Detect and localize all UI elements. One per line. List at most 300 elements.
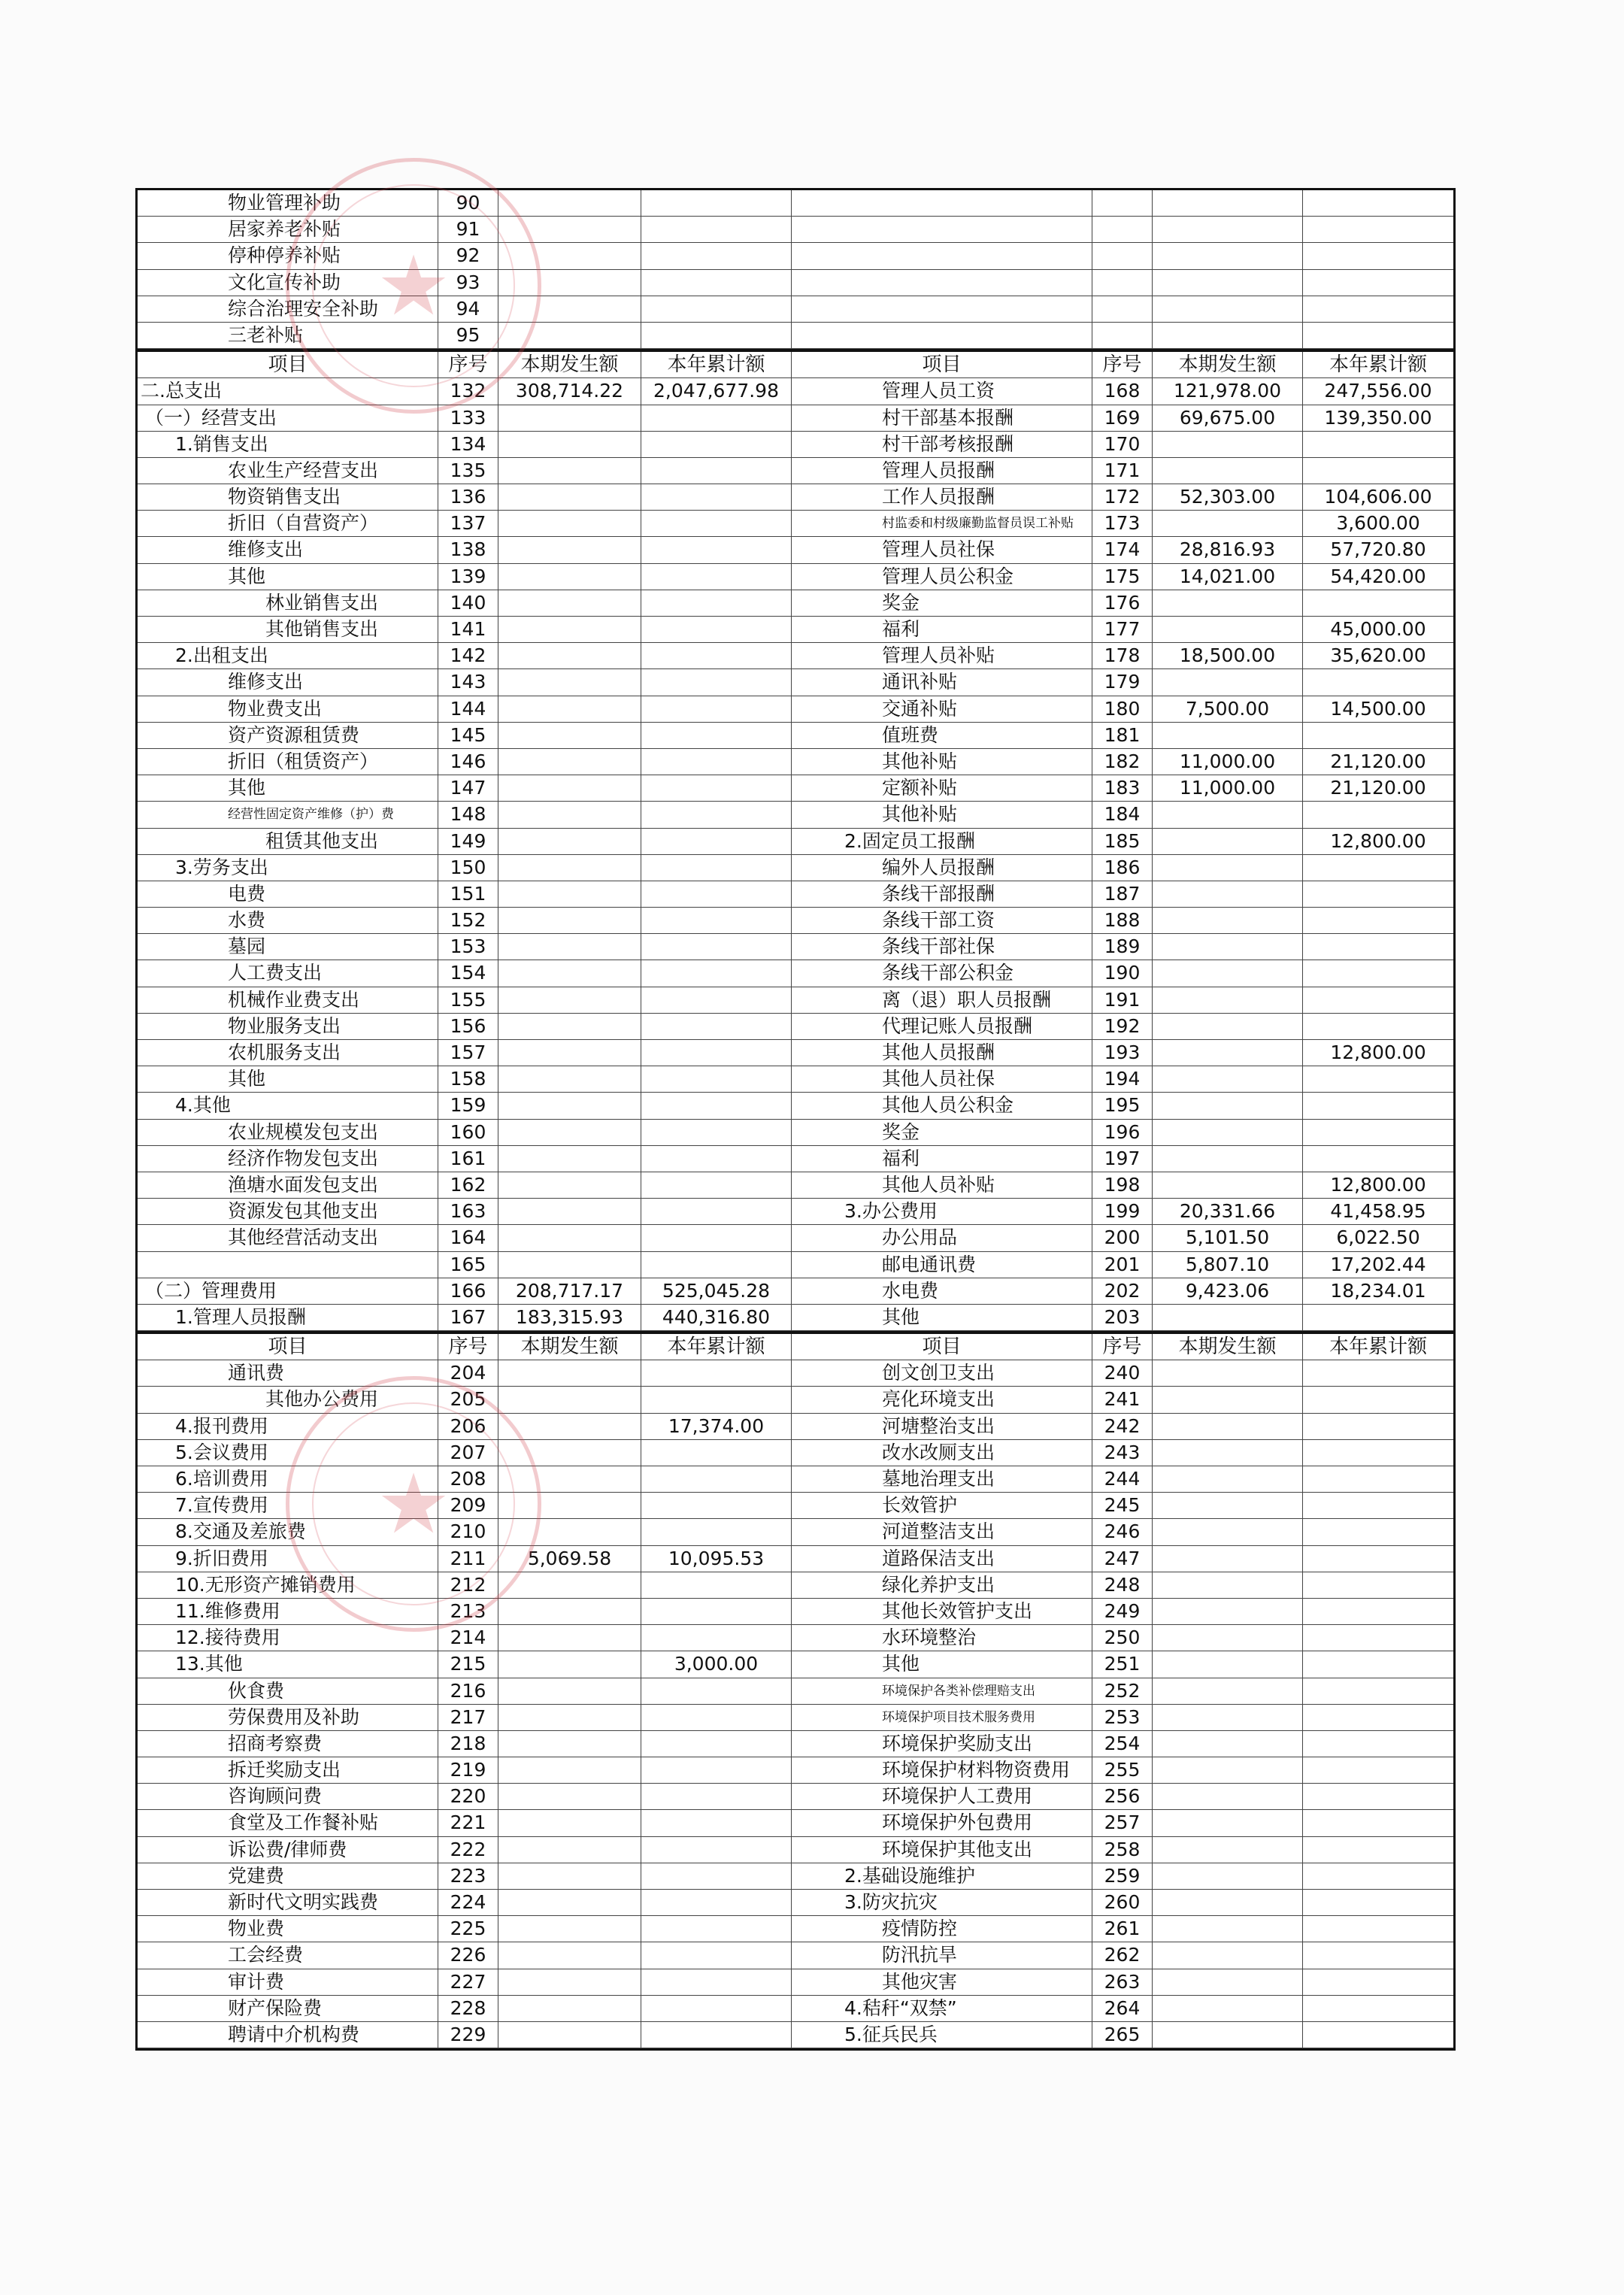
current-amount: 9,423.06	[1153, 1278, 1303, 1305]
item-label: 其他人员报酬	[792, 1040, 1092, 1066]
item-label: 工作人员报酬	[792, 484, 1092, 511]
ytd-amount	[641, 696, 792, 723]
seq-no: 250	[1092, 1625, 1153, 1651]
seq-no: 184	[1092, 802, 1153, 828]
table-row	[138, 458, 1453, 484]
current-amount	[498, 960, 641, 987]
ytd-amount	[641, 190, 792, 217]
table-row	[138, 1120, 1453, 1146]
seq-no: 204	[438, 1360, 498, 1387]
seq-no: 246	[1092, 1519, 1153, 1545]
seq-no: 176	[1092, 590, 1153, 617]
table-row	[138, 1890, 1453, 1916]
seq-no: 157	[438, 1040, 498, 1066]
ytd-amount	[641, 987, 792, 1014]
ytd-amount	[641, 296, 792, 323]
item-label	[792, 270, 1092, 296]
table-row	[138, 1360, 1453, 1387]
ytd-amount	[1303, 1996, 1453, 2022]
current-amount	[1153, 1066, 1303, 1093]
item-label: 7.宣传费用	[138, 1493, 438, 1519]
table-row	[138, 243, 1453, 269]
current-amount	[1153, 1093, 1303, 1119]
ytd-amount	[1303, 1546, 1453, 1572]
ytd-amount	[1303, 1784, 1453, 1810]
ytd-amount	[641, 775, 792, 802]
ytd-amount	[641, 1996, 792, 2022]
ytd-amount	[1303, 1093, 1453, 1119]
seq-no: 144	[438, 696, 498, 723]
current-amount	[498, 1572, 641, 1599]
ytd-amount	[641, 1493, 792, 1519]
table-row	[138, 1305, 1453, 1331]
item-label: 防汛抗旱	[792, 1942, 1092, 1969]
ytd-amount	[641, 934, 792, 960]
current-amount: 69,675.00	[1153, 405, 1303, 432]
financial-statement-table	[135, 188, 1456, 2051]
table-row	[138, 537, 1453, 563]
ytd-amount	[641, 243, 792, 269]
item-label: 综合治理安全补助	[138, 296, 438, 323]
item-label: 9.折旧费用	[138, 1546, 438, 1572]
item-label: 其他	[792, 1651, 1092, 1678]
ytd-amount	[641, 1519, 792, 1545]
ytd-amount	[641, 1969, 792, 1996]
current-amount	[498, 323, 641, 349]
seq-no: 146	[438, 749, 498, 775]
ytd-amount	[641, 1731, 792, 1757]
current-amount	[498, 1093, 641, 1119]
item-label: 环境保护奖励支出	[792, 1731, 1092, 1757]
ytd-amount	[641, 1146, 792, 1172]
item-label: 经营性固定资产维修（护）费	[138, 802, 438, 828]
column-header: 序号	[1092, 1334, 1153, 1360]
item-label: 4.其他	[138, 1093, 438, 1119]
seq-no: 162	[438, 1172, 498, 1199]
table-row	[138, 1863, 1453, 1890]
current-amount	[498, 881, 641, 908]
ytd-amount	[1303, 1757, 1453, 1784]
item-label: 其他补贴	[792, 802, 1092, 828]
item-label: 6.培训费用	[138, 1466, 438, 1493]
seq-no: 226	[438, 1942, 498, 1969]
seq-no: 186	[1092, 855, 1153, 881]
item-label: 其他人员补贴	[792, 1172, 1092, 1199]
current-amount	[1153, 1942, 1303, 1969]
current-amount	[1153, 1572, 1303, 1599]
current-amount	[498, 855, 641, 881]
ytd-amount	[1303, 1466, 1453, 1493]
item-label: 其他经营活动支出	[138, 1225, 438, 1251]
ytd-amount	[641, 829, 792, 855]
seq-no: 161	[438, 1146, 498, 1172]
item-label: 奖金	[792, 590, 1092, 617]
current-amount: 18,500.00	[1153, 643, 1303, 669]
current-amount	[498, 1863, 641, 1890]
seq-no: 200	[1092, 1225, 1153, 1251]
item-label: 5.会议费用	[138, 1440, 438, 1466]
item-label: 离（退）职人员报酬	[792, 987, 1092, 1014]
item-label: 其他人员社保	[792, 1066, 1092, 1093]
item-label: 4.报刊费用	[138, 1414, 438, 1440]
seq-no: 165	[438, 1252, 498, 1278]
item-label: 维修支出	[138, 537, 438, 563]
ytd-amount	[641, 1387, 792, 1413]
table-row	[138, 190, 1453, 217]
seq-no: 199	[1092, 1199, 1153, 1225]
ytd-amount: 57,720.80	[1303, 537, 1453, 563]
current-amount	[498, 1810, 641, 1836]
seq-no: 141	[438, 617, 498, 643]
item-label: 其他	[138, 1066, 438, 1093]
current-amount: 5,101.50	[1153, 1225, 1303, 1251]
current-amount	[1153, 1969, 1303, 1996]
item-label: 渔塘水面发包支出	[138, 1172, 438, 1199]
seq-no: 210	[438, 1519, 498, 1545]
table-row	[138, 1810, 1453, 1836]
item-label: 12.接待费用	[138, 1625, 438, 1651]
ytd-amount	[1303, 855, 1453, 881]
ytd-amount	[1303, 243, 1453, 269]
current-amount	[498, 1890, 641, 1916]
item-label: 物业费	[138, 1916, 438, 1942]
item-label: 水电费	[792, 1278, 1092, 1305]
table-row	[138, 1678, 1453, 1705]
seq-no: 253	[1092, 1705, 1153, 1731]
seq-no: 142	[438, 643, 498, 669]
seq-no: 256	[1092, 1784, 1153, 1810]
current-amount	[1153, 1890, 1303, 1916]
item-label: 条线干部报酬	[792, 881, 1092, 908]
column-header: 本期发生额	[498, 1334, 641, 1360]
ytd-amount	[1303, 1120, 1453, 1146]
ytd-amount	[641, 1014, 792, 1040]
current-amount	[1153, 2022, 1303, 2048]
ytd-amount	[641, 723, 792, 749]
item-label: 1.管理人员报酬	[138, 1305, 438, 1331]
item-label: 定额补贴	[792, 775, 1092, 802]
ytd-amount	[641, 1572, 792, 1599]
current-amount	[1153, 511, 1303, 537]
current-amount	[1153, 190, 1303, 217]
current-amount: 11,000.00	[1153, 775, 1303, 802]
table-row	[138, 643, 1453, 669]
current-amount	[498, 1996, 641, 2022]
item-label: 绿化养护支出	[792, 1572, 1092, 1599]
current-amount	[1153, 960, 1303, 987]
item-label: 伙食费	[138, 1678, 438, 1705]
seq-no: 214	[438, 1625, 498, 1651]
item-label: 审计费	[138, 1969, 438, 1996]
ytd-amount	[641, 1916, 792, 1942]
item-label: 其他补贴	[792, 749, 1092, 775]
item-label: 墓地治理支出	[792, 1466, 1092, 1493]
ytd-amount	[1303, 669, 1453, 696]
ytd-amount	[641, 881, 792, 908]
ytd-amount	[1303, 960, 1453, 987]
item-label	[792, 296, 1092, 323]
seq-no: 263	[1092, 1969, 1153, 1996]
seq-no: 148	[438, 802, 498, 828]
seq-no: 185	[1092, 829, 1153, 855]
item-label: 折旧（自营资产）	[138, 511, 438, 537]
table-row	[138, 1969, 1453, 1996]
ytd-amount	[641, 855, 792, 881]
column-header: 项目	[138, 352, 438, 378]
current-amount	[498, 1252, 641, 1278]
table-row	[138, 1916, 1453, 1942]
column-header: 本期发生额	[1153, 1334, 1303, 1360]
current-amount	[1153, 270, 1303, 296]
table-row	[138, 1146, 1453, 1172]
item-label: 3.防灾抗灾	[792, 1890, 1092, 1916]
item-label: 停种停养补贴	[138, 243, 438, 269]
seq-no: 153	[438, 934, 498, 960]
current-amount	[1153, 1014, 1303, 1040]
seq-no: 240	[1092, 1360, 1153, 1387]
current-amount	[1153, 669, 1303, 696]
ytd-amount	[641, 1466, 792, 1493]
seq-no: 252	[1092, 1678, 1153, 1705]
item-label: 环境保护人工费用	[792, 1784, 1092, 1810]
ytd-amount	[641, 1837, 792, 1863]
table-section	[138, 349, 1453, 1331]
table-row	[138, 432, 1453, 458]
item-label: 条线干部公积金	[792, 960, 1092, 987]
seq-no: 181	[1092, 723, 1153, 749]
ytd-amount	[1303, 881, 1453, 908]
item-label: 2.出租支出	[138, 643, 438, 669]
table-row	[138, 1651, 1453, 1678]
item-label: 其他人员公积金	[792, 1093, 1092, 1119]
seq-no: 149	[438, 829, 498, 855]
current-amount	[1153, 934, 1303, 960]
item-label: 环境保护外包费用	[792, 1810, 1092, 1836]
seq-no: 171	[1092, 458, 1153, 484]
ytd-amount	[641, 511, 792, 537]
ytd-amount	[641, 617, 792, 643]
official-seal-bottom: ★	[286, 1376, 541, 1632]
item-label: 管理人员工资	[792, 378, 1092, 405]
ytd-amount	[1303, 802, 1453, 828]
seq-no: 175	[1092, 564, 1153, 590]
ytd-amount	[641, 405, 792, 432]
seq-no: 152	[438, 908, 498, 934]
item-label: 2.固定员工报酬	[792, 829, 1092, 855]
item-label: 管理人员报酬	[792, 458, 1092, 484]
seq-no: 242	[1092, 1414, 1153, 1440]
item-label: 墓园	[138, 934, 438, 960]
seq-no: 90	[438, 190, 498, 217]
ytd-amount	[641, 564, 792, 590]
ytd-amount	[641, 1093, 792, 1119]
ytd-amount	[1303, 1678, 1453, 1705]
item-label: 电费	[138, 881, 438, 908]
item-label: 工会经费	[138, 1942, 438, 1969]
current-amount	[498, 1651, 641, 1678]
ytd-amount: 21,120.00	[1303, 775, 1453, 802]
current-amount	[498, 1837, 641, 1863]
table-row	[138, 696, 1453, 723]
table-row	[138, 270, 1453, 296]
seq-no: 201	[1092, 1252, 1153, 1278]
current-amount	[1153, 243, 1303, 269]
ytd-amount	[641, 1199, 792, 1225]
ytd-amount	[1303, 1305, 1453, 1331]
ytd-amount	[1303, 1916, 1453, 1942]
item-label: 环境保护各类补偿理赔支出	[792, 1678, 1092, 1705]
current-amount	[1153, 590, 1303, 617]
seq-no: 178	[1092, 643, 1153, 669]
current-amount	[498, 243, 641, 269]
item-label: 其他	[138, 775, 438, 802]
table-row	[138, 1837, 1453, 1863]
item-label: （二）管理费用	[138, 1278, 438, 1305]
seq-no: 133	[438, 405, 498, 432]
current-amount: 121,978.00	[1153, 378, 1303, 405]
table-row	[138, 2022, 1453, 2048]
item-label: 管理人员补贴	[792, 643, 1092, 669]
item-label: 奖金	[792, 1120, 1092, 1146]
seq-no: 160	[438, 1120, 498, 1146]
current-amount	[498, 643, 641, 669]
current-amount	[1153, 829, 1303, 855]
seq-no: 219	[438, 1757, 498, 1784]
item-label: 租赁其他支出	[138, 829, 438, 855]
current-amount	[1153, 1599, 1303, 1625]
item-label: 交通补贴	[792, 696, 1092, 723]
column-header: 序号	[1092, 352, 1153, 378]
table-row	[138, 1705, 1453, 1731]
table-row	[138, 1757, 1453, 1784]
table-row	[138, 908, 1453, 934]
current-amount	[1153, 1916, 1303, 1942]
ytd-amount	[1303, 1625, 1453, 1651]
item-label: 其他办公费用	[138, 1387, 438, 1413]
ytd-amount	[641, 908, 792, 934]
item-label: 党建费	[138, 1863, 438, 1890]
seq-no: 217	[438, 1705, 498, 1731]
seq-no: 207	[438, 1440, 498, 1466]
column-header: 项目	[792, 1334, 1092, 1360]
item-label: 条线干部工资	[792, 908, 1092, 934]
item-label: 编外人员报酬	[792, 855, 1092, 881]
seq-no: 190	[1092, 960, 1153, 987]
item-label: 河塘整治支出	[792, 1414, 1092, 1440]
current-amount	[498, 458, 641, 484]
seq-no: 223	[438, 1863, 498, 1890]
item-label: 机械作业费支出	[138, 987, 438, 1014]
table-row	[138, 590, 1453, 617]
current-amount	[498, 1440, 641, 1466]
item-label: 农机服务支出	[138, 1040, 438, 1066]
current-amount	[1153, 1146, 1303, 1172]
ytd-amount	[641, 749, 792, 775]
current-amount	[1153, 1731, 1303, 1757]
item-label: 通讯补贴	[792, 669, 1092, 696]
seq-no: 151	[438, 881, 498, 908]
ytd-amount	[641, 1120, 792, 1146]
seq-no: 135	[438, 458, 498, 484]
item-label: （一）经营支出	[138, 405, 438, 432]
seq-no: 91	[438, 217, 498, 243]
seq-no: 189	[1092, 934, 1153, 960]
item-label: 食堂及工作餐补贴	[138, 1810, 438, 1836]
seq-no: 262	[1092, 1942, 1153, 1969]
current-amount	[498, 723, 641, 749]
current-amount: 7,500.00	[1153, 696, 1303, 723]
table-section	[138, 1331, 1453, 2048]
ytd-amount: 3,600.00	[1303, 511, 1453, 537]
table-row	[138, 405, 1453, 432]
seq-no: 136	[438, 484, 498, 511]
current-amount	[1153, 323, 1303, 349]
ytd-amount	[641, 1890, 792, 1916]
current-amount	[498, 1066, 641, 1093]
current-amount	[498, 696, 641, 723]
current-amount	[498, 802, 641, 828]
item-label: 环境保护其他支出	[792, 1837, 1092, 1863]
current-amount	[498, 1916, 641, 1942]
seq-no: 183	[1092, 775, 1153, 802]
seq-no: 229	[438, 2022, 498, 2048]
table-row	[138, 775, 1453, 802]
current-amount: 28,816.93	[1153, 537, 1303, 563]
seq-no: 172	[1092, 484, 1153, 511]
seq-no: 224	[438, 1890, 498, 1916]
current-amount	[1153, 458, 1303, 484]
seq-no: 221	[438, 1810, 498, 1836]
current-amount	[1153, 1360, 1303, 1387]
ytd-amount	[1303, 217, 1453, 243]
ytd-amount	[1303, 1414, 1453, 1440]
seq-no: 191	[1092, 987, 1153, 1014]
table-row	[138, 1493, 1453, 1519]
table-row	[138, 1784, 1453, 1810]
table-row	[138, 1387, 1453, 1413]
column-header: 本期发生额	[498, 352, 641, 378]
ytd-amount: 104,606.00	[1303, 484, 1453, 511]
ytd-amount	[641, 1810, 792, 1836]
item-label	[792, 323, 1092, 349]
seq-no: 192	[1092, 1014, 1153, 1040]
ytd-amount: 6,022.50	[1303, 1225, 1453, 1251]
item-label: 11.维修费用	[138, 1599, 438, 1625]
ytd-amount	[1303, 323, 1453, 349]
current-amount	[1153, 802, 1303, 828]
table-row	[138, 669, 1453, 696]
current-amount: 5,807.10	[1153, 1252, 1303, 1278]
ytd-amount	[1303, 987, 1453, 1014]
ytd-amount	[1303, 1969, 1453, 1996]
table-row	[138, 987, 1453, 1014]
ytd-amount	[641, 458, 792, 484]
current-amount	[1153, 1414, 1303, 1440]
ytd-amount	[1303, 1705, 1453, 1731]
item-label: 三老补贴	[138, 323, 438, 349]
current-amount	[498, 432, 641, 458]
current-amount	[498, 1040, 641, 1066]
ytd-amount	[641, 217, 792, 243]
current-amount	[498, 1120, 641, 1146]
seq-no: 92	[438, 243, 498, 269]
item-label: 管理人员社保	[792, 537, 1092, 563]
table-row	[138, 723, 1453, 749]
ytd-amount	[1303, 1440, 1453, 1466]
item-label: 8.交通及差旅费	[138, 1519, 438, 1545]
seq-no: 255	[1092, 1757, 1153, 1784]
item-label: 创文创卫支出	[792, 1360, 1092, 1387]
